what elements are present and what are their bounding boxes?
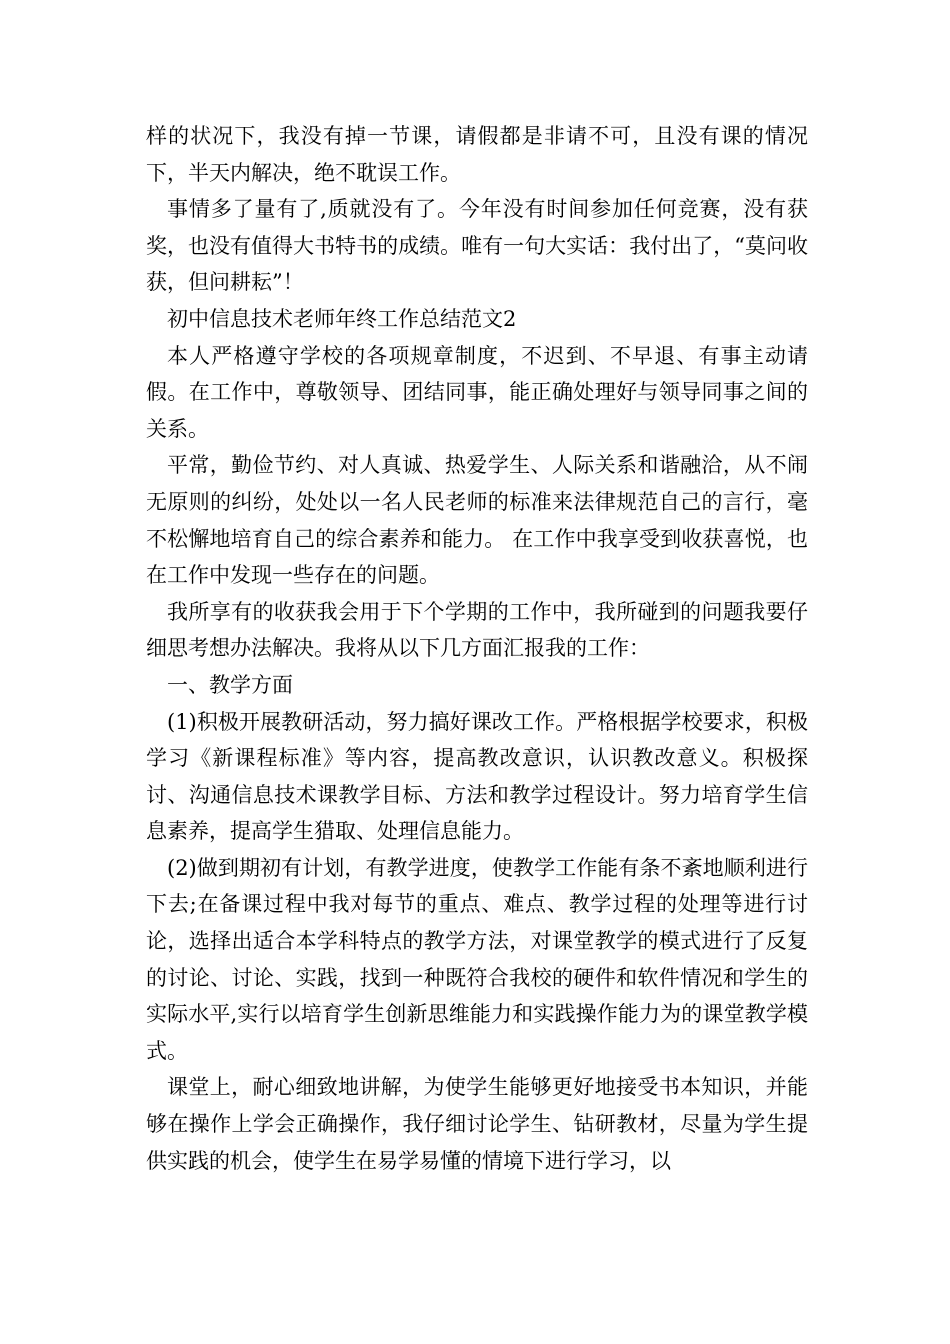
paragraph-discipline: 本人严格遵守学校的各项规章制度，不迟到、不早退、有事主动请假。在工作中，尊敬领导、团结同事，能正确处理好与领导同事之间的关系。 (146, 343, 808, 441)
section-title: 初中信息技术老师年终工作总结范文2 (167, 306, 517, 331)
subsection-title-teaching: 一、教学方面 (167, 672, 293, 697)
paragraph-no-awards: 事情多了量有了,质就没有了。今年没有时间参加任何竞赛，没有获奖，也没有值得大书特书的成绩。唯有一句大实话：我付出了，“莫问收获，但问耕耘”！ (146, 197, 808, 295)
paragraph-conduct: 平常，勤俭节约、对人真诚、热爱学生、人际关系和谐融洽，从不闹无原则的纠纷，处处以一名人民老师的标准来法律规范自己的言行，毫不松懈地培育自己的综合素养和能力。 在工作中我享受到收获喜悦，也在工作中发现一些存在的问题。 (146, 453, 808, 588)
paragraph-item-2: (2)做到期初有计划，有教学进度，使教学工作能有条不紊地顺利进行下去;在备课过程中我对每节的重点、难点、教学过程的处理等进行讨论，选择出适合本学科特点的教学方法，对课堂教学的模式进行了反复的讨论、讨论、实践，找到一种既符合我校的硬件和软件情况和学生的实际水平,实行以培育学生创新思维能力和实践操作能力为的课堂教学模式。 (146, 855, 808, 1063)
paragraph-continuation: 样的状况下，我没有掉一节课，请假都是非请不可，且没有课的情况下，半天内解决，绝不耽误工作。 (146, 124, 808, 185)
document-page (146, 118, 808, 1179)
paragraph-report-intro: 我所享有的收获我会用于下个学期的工作中，我所碰到的问题我要仔细思考想办法解决。我将从以下几方面汇报我的工作： (146, 599, 808, 661)
paragraph-item-1: (1)积极开展教研活动，努力搞好课改工作。严格根据学校要求，积极学习《新课程标准》等内容，提高教改意识，认识教改意义。积极探讨、沟通信息技术课教学目标、方法和教学过程设计。努力培育学生信息素养，提高学生猎取、处理信息能力。 (146, 709, 808, 844)
paragraph-classroom: 课堂上，耐心细致地讲解，为使学生能够更好地接受书本知识，并能够在操作上学会正确操作，我仔细讨论学生、钻研教材，尽量为学生提供实践的机会，使学生在易学易懂的情境下进行学习，以 (146, 1075, 808, 1173)
